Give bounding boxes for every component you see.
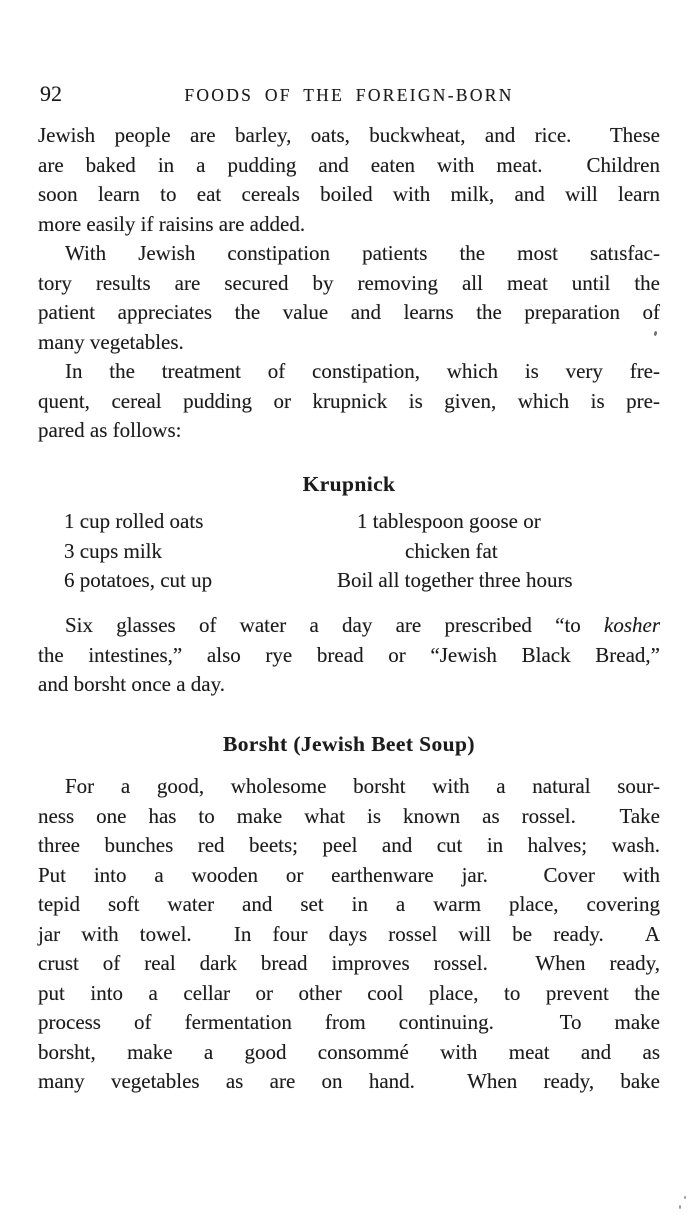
text-line: borsht, make a good consommé with meat and as — [38, 1039, 660, 1064]
text-line: tepid soft water and set in a warm place, covering — [38, 892, 660, 916]
text-line — [38, 611, 660, 641]
italic-word-kosher: kosher — [604, 613, 660, 637]
scan-artifact-speck — [679, 1205, 681, 1209]
text-line: are baked in a pudding and eaten with meat. Children — [38, 152, 660, 177]
running-head: FOODS OF THE FOREIGN-BORN — [184, 85, 514, 105]
text-line: In the treatment of constipation, which is very fre- — [65, 359, 660, 383]
text-line: pared as follows: — [38, 418, 182, 442]
ingredient-line: Boil all together three hours — [337, 568, 573, 592]
text-line: Jewish people are barley, oats, buckwheat, and rice. These — [38, 123, 660, 147]
ingredient-line: 1 tablespoon goose or — [357, 509, 541, 533]
paragraph-constipation-patients — [38, 239, 660, 357]
ingredients-right-column — [337, 507, 573, 596]
text-line: three bunches red beets; peel and cut in halves; wash. — [38, 833, 660, 857]
text-line: more easily if raisins are added. — [38, 211, 306, 236]
text-line: tory results are secured by removing all meat until the — [38, 270, 660, 295]
ingredient-line: 3 cups milk — [64, 538, 162, 563]
text-line: the intestines,” also rye bread or “Jewish Black Bread,” — [38, 642, 660, 667]
text-line: For a good, wholesome borsht with a natural sour- — [65, 774, 660, 798]
text-line: and borsht once a day. — [38, 672, 225, 696]
paragraph-cereals — [38, 121, 660, 239]
page-number: 92 — [40, 81, 62, 106]
scan-artifact-speck — [684, 1196, 686, 1199]
ingredient-line: chicken fat — [405, 538, 498, 563]
paragraph-six-glasses — [38, 611, 660, 700]
text-line: process of fermentation from continuing. To make — [38, 1010, 660, 1034]
page-header — [38, 82, 660, 108]
ingredient-line: 1 cup rolled oats — [64, 509, 204, 533]
ingredient-line: 6 potatoes, cut up — [64, 568, 213, 592]
paragraph-borsht-method — [38, 772, 660, 1097]
text-line: With Jewish constipation patients the most satısfac- — [65, 241, 660, 265]
text-line: quent, cereal pudding or krupnick is given, which is pre- — [38, 388, 660, 413]
recipe-title-krupnick: Krupnick — [302, 472, 396, 496]
text-line: crust of real dark bread improves rossel. When ready, — [38, 951, 660, 975]
text-line: many vegetables. — [38, 329, 184, 354]
text-line: ness one has to make what is known as rossel. Take — [38, 803, 660, 828]
text-line: many vegetables as are on hand. When ready, bake — [38, 1069, 660, 1093]
text-segment: Six glasses of water a day are prescribed “to — [65, 613, 604, 637]
text-line: soon learn to eat cereals boiled with milk, and will learn — [38, 182, 660, 206]
section-title-borsht: Borsht (Jewish Beet Soup) — [223, 732, 475, 756]
text-line: jar with towel. In four days rossel will be ready. A — [38, 921, 660, 946]
text-line: Put into a wooden or earthenware jar. Cover with — [38, 862, 660, 887]
recipe-ingredient-columns — [38, 507, 660, 602]
text-line: put into a cellar or other cool place, to prevent the — [38, 980, 660, 1005]
paragraph-treatment — [38, 357, 660, 446]
text-line: patient appreciates the value and learns the preparation of — [38, 300, 660, 324]
ingredients-left-column — [64, 507, 212, 596]
